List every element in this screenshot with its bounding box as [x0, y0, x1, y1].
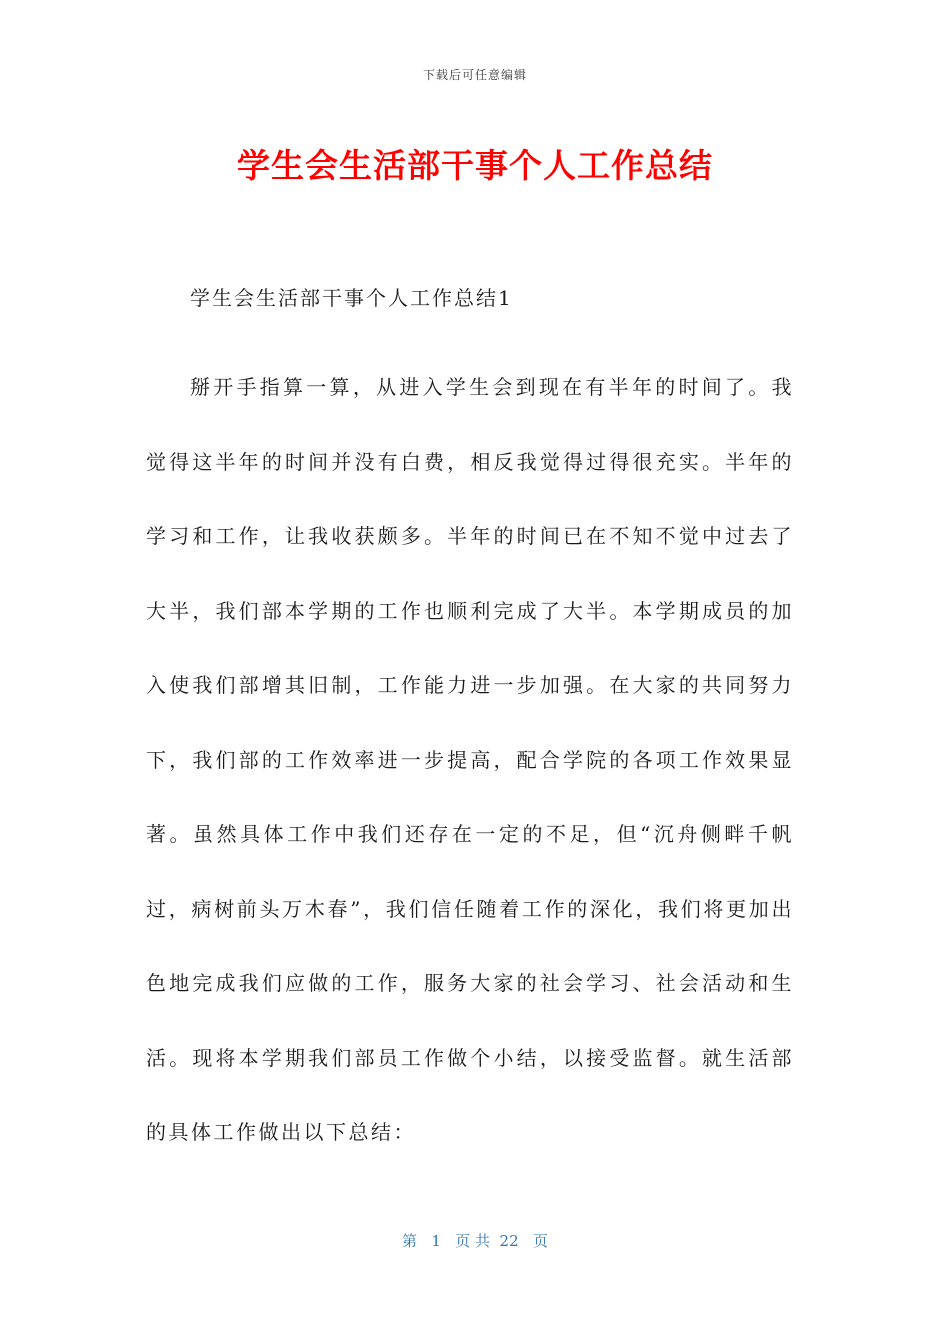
section-heading: 学生会生活部干事个人工作总结1 [190, 286, 513, 310]
footer-total-pages: 22 [499, 1232, 519, 1250]
page-header-note: 下载后可任意编辑 [422, 68, 527, 82]
page-footer [0, 1230, 950, 1251]
footer-prefix: 第 [402, 1232, 418, 1250]
footer-suffix: 页 [532, 1232, 548, 1250]
document-title: 学生会生活部干事个人工作总结 [237, 146, 713, 185]
body-paragraph: 掰开手指算一算，从进入学生会到现在有半年的时间了。我觉得这半年的时间并没有白费，相反我觉得过得很充实。半年的学习和工作，让我收获颇多。半年的时间已在不知不觉中过去了大半，我们部本学期的工作也顺利完成了大半。本学期成员的加入使我们部增其旧制，工作能力进一步加强。在大家的共同努力下，我们部的工作效率进一步提高，配合学院的各项工作效果显著。虽然具体工作中我们还存在一定的不足，但“沉舟侧畔千帆过，病树前头万木春”，我们信任随着工作的深化，我们将更加出色地完成我们应做的工作，服务大家的社会学习、社会活动和生活。现将本学期我们部员工作做个小结，以接受监督。就生活部的具体工作做出以下总结： [146, 375, 794, 1144]
footer-middle: 页 共 [455, 1232, 490, 1250]
footer-current-page: 1 [431, 1232, 441, 1250]
